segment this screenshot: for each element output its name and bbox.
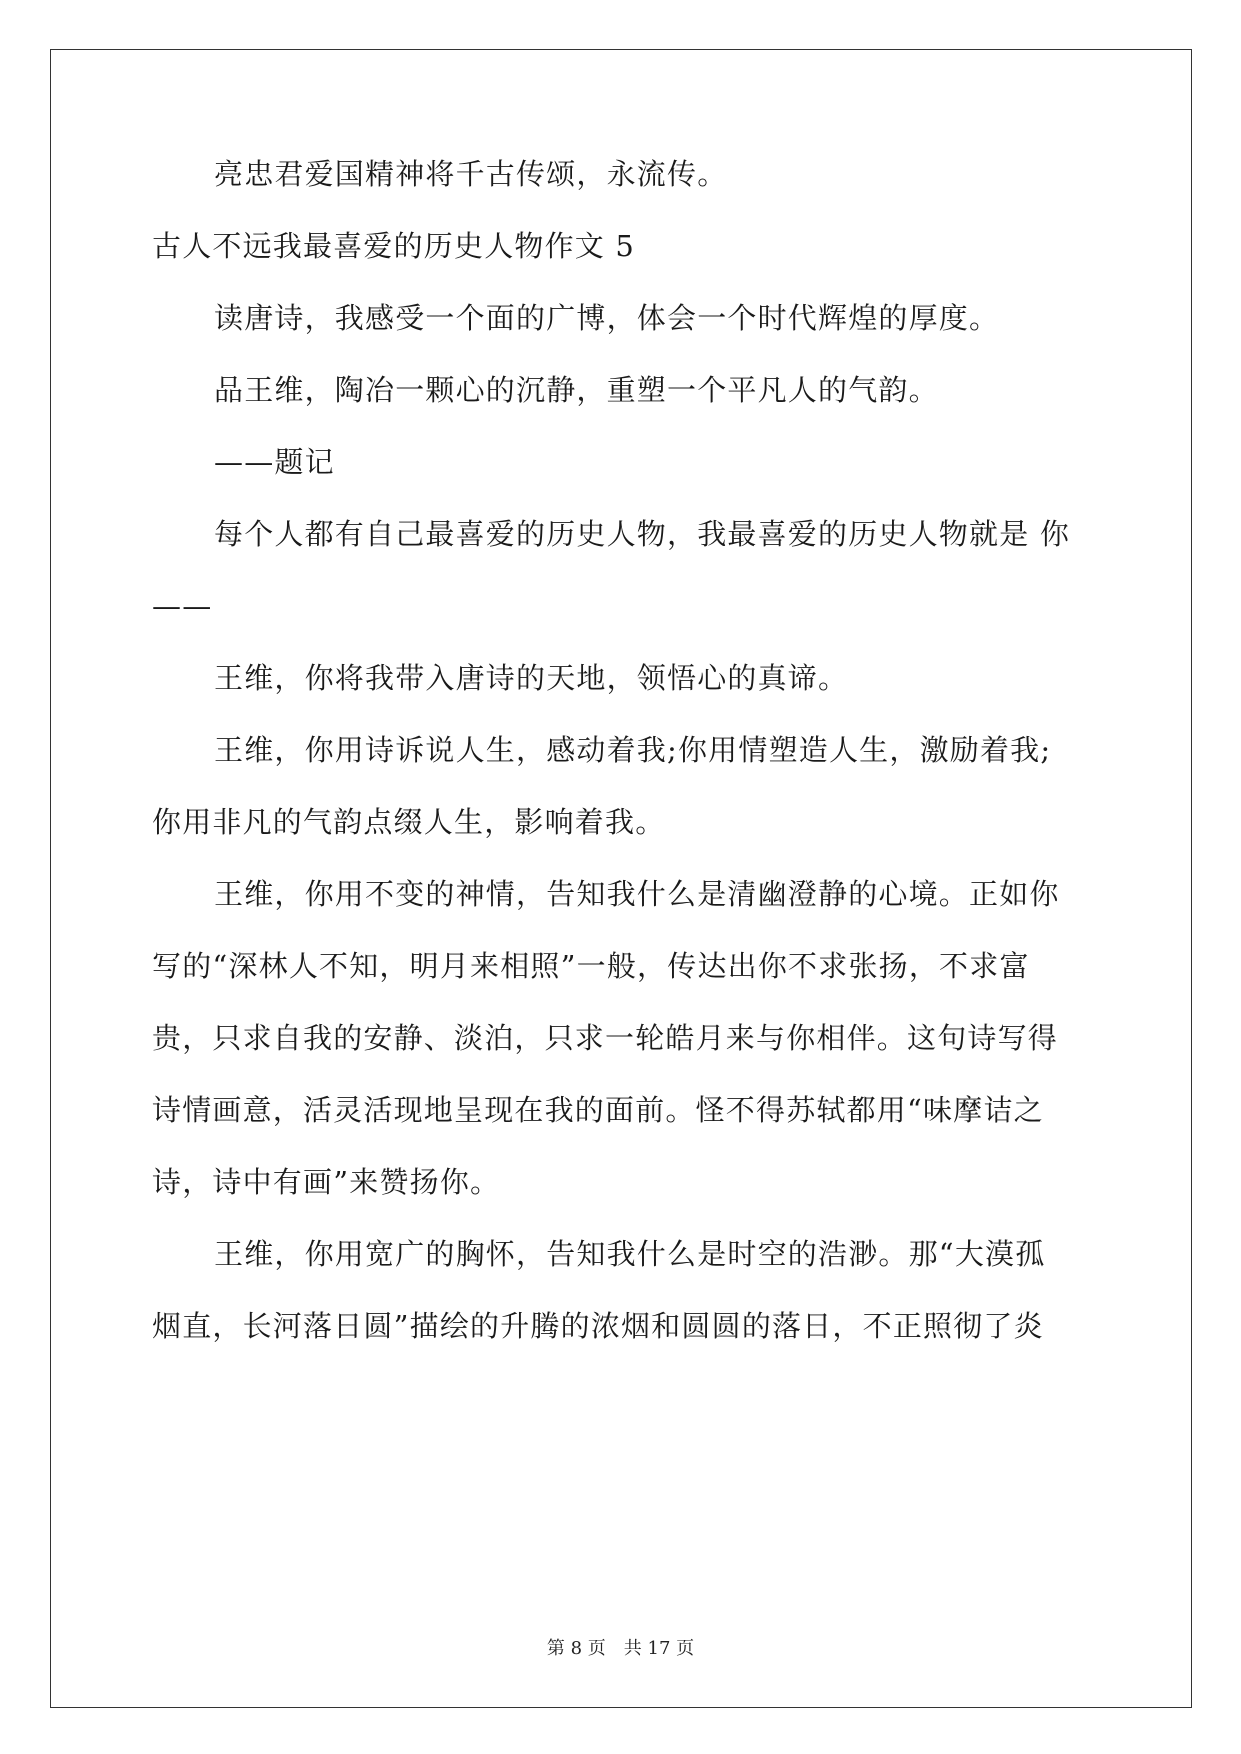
text-line: 品王维，陶冶一颗心的沉静，重塑一个平凡人的气韵。 bbox=[214, 373, 939, 407]
text-line: —— bbox=[152, 589, 213, 623]
text-line: 诗，诗中有画”来赞扬你。 bbox=[152, 1165, 501, 1199]
text-line: 你用非凡的气韵点缀人生，影响着我。 bbox=[152, 805, 666, 839]
text-line: 烟直，长河落日圆”描绘的升腾的浓烟和圆圆的落日，不正照彻了炎 bbox=[152, 1309, 1044, 1343]
text-line: 王维，你用宽广的胸怀，告知我什么是时空的浩渺。那“大漠孤 bbox=[214, 1237, 1046, 1271]
page-number: 第 8 页 共 17 页 bbox=[546, 1638, 695, 1659]
text-line: 王维，你将我带入唐诗的天地，领悟心的真谛。 bbox=[214, 661, 849, 695]
epigraph-attribution: ——题记 bbox=[214, 445, 335, 479]
text-line: 诗情画意，活灵活现地呈现在我的面前。怪不得苏轼都用“味摩诘之 bbox=[152, 1093, 1044, 1127]
section-heading: 古人不远我最喜爱的历史人物作文 5 bbox=[152, 229, 636, 263]
text-line: 贵，只求自我的安静、淡泊，只求一轮皓月来与你相伴。这句诗写得 bbox=[152, 1021, 1059, 1055]
text-line: 写的“深林人不知，明月来相照”一般，传达出你不求张扬，不求富 bbox=[152, 949, 1030, 983]
text-line: 亮忠君爱国精神将千古传颂，永流传。 bbox=[214, 157, 728, 191]
text-line: 王维，你用诗诉说人生，感动着我;你用情塑造人生，激励着我; bbox=[214, 733, 1052, 767]
text-line: 王维，你用不变的神情，告知我什么是清幽澄静的心境。正如你 bbox=[214, 877, 1060, 911]
text-line: 每个人都有自己最喜爱的历史人物，我最喜爱的历史人物就是 你 bbox=[214, 517, 1071, 551]
text-line: 读唐诗，我感受一个面的广博，体会一个时代辉煌的厚度。 bbox=[214, 301, 1000, 335]
